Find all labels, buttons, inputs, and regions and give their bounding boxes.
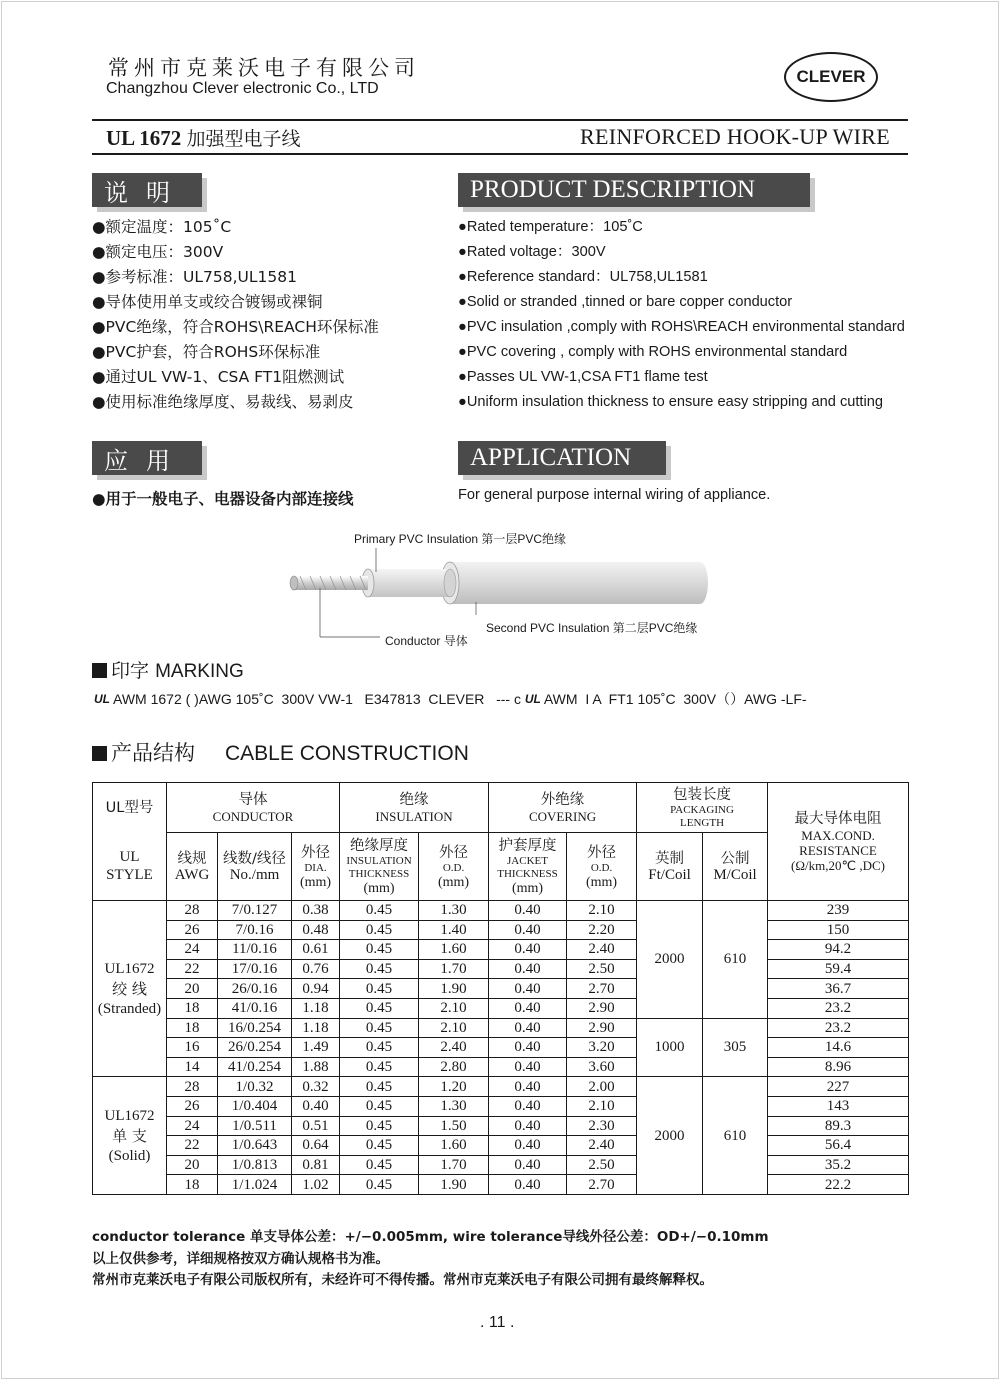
cell-strands: 41/0.254	[218, 1057, 292, 1077]
cell-resistance: 150	[768, 920, 909, 940]
table-row	[93, 1077, 909, 1097]
desc-en-item: ●Solid or stranded ,tinned or bare copper conductor	[458, 294, 793, 310]
cell-covering-od: 2.90	[567, 1018, 637, 1038]
group-label-line: (Stranded)	[97, 1000, 162, 1017]
company-name-cn: 常州市克莱沃电子有限公司	[108, 56, 420, 80]
group-label-line: 绞 线	[112, 979, 147, 998]
product-title-en: REINFORCED HOOK-UP WIRE	[579, 124, 890, 149]
desc-en-item: ●Uniform insulation thickness to ensure easy stripping and cutting	[458, 394, 883, 410]
cell-jacket-thickness: 0.40	[489, 1018, 567, 1038]
desc-cn-item: ●PVC绝缘，符合ROHS\REACH环保标准	[92, 318, 379, 336]
cell-insulation-thickness: 0.45	[340, 979, 419, 999]
cell-resistance: 36.7	[768, 979, 909, 999]
cell-insulation-od: 1.60	[419, 1136, 489, 1156]
cell-awg: 26	[167, 920, 218, 940]
group-solid-label	[93, 1077, 167, 1195]
clever-logo	[784, 52, 878, 102]
cell-covering-od: 2.50	[567, 1155, 637, 1175]
cell-covering-od: 2.00	[567, 1077, 637, 1097]
cell-insulation-od: 1.70	[419, 959, 489, 979]
desc-en-item: ●PVC insulation ,comply with ROHS\REACH environmental standard	[458, 319, 905, 335]
table-row	[93, 998, 909, 1018]
cell-insulation-od: 1.90	[419, 979, 489, 999]
header-covering-od: 外径 O.D. (mm)	[567, 833, 637, 901]
desc-en-item: ●PVC covering , comply with ROHS environmental standard	[458, 344, 848, 360]
cell-strands: 7/0.127	[218, 901, 292, 921]
cell-strands: 1/0.32	[218, 1077, 292, 1097]
table-row	[93, 1038, 909, 1058]
desc-en-item: ●Reference standard：UL758,UL1581	[458, 269, 708, 285]
cell-jacket-thickness: 0.40	[489, 901, 567, 921]
table-row	[93, 1175, 909, 1195]
page-number: . 11 .	[480, 1314, 515, 1331]
cable-construction-table	[92, 782, 909, 1195]
cell-resistance: 94.2	[768, 940, 909, 960]
cell-insulation-od: 1.60	[419, 940, 489, 960]
cell-covering-od: 2.40	[567, 940, 637, 960]
cell-jacket-thickness: 0.40	[489, 1077, 567, 1097]
cell-strands: 26/0.16	[218, 979, 292, 999]
header-insulation-thickness: 绝缘厚度 INSULATION THICKNESS (mm)	[340, 833, 419, 901]
cell-insulation-thickness: 0.45	[340, 920, 419, 940]
desc-cn-item: ●额定电压：300V	[92, 243, 224, 261]
cell-insulation-thickness: 0.45	[340, 901, 419, 921]
cell-dia: 1.88	[292, 1057, 340, 1077]
marking-header-cn: 印字	[111, 660, 150, 682]
cell-dia: 0.61	[292, 940, 340, 960]
cell-insulation-thickness: 0.45	[340, 1136, 419, 1156]
cell-m-coil: 305	[703, 1018, 768, 1077]
application-header-en-text: APPLICATION	[470, 444, 632, 471]
marking-header	[92, 656, 244, 683]
header-covering: 外绝缘 COVERING	[489, 783, 637, 833]
desc-cn-item: ●导体使用单支或绞合镀锡或裸铜	[92, 293, 323, 311]
footer-copyright: 常州市克莱沃电子有限公司版权所有，未经许可不得传播。常州市克莱沃电子有限公司拥有最终解释权。	[92, 1272, 713, 1288]
cell-resistance: 23.2	[768, 1018, 909, 1038]
cell-covering-od: 2.50	[567, 959, 637, 979]
table-row	[93, 920, 909, 940]
cell-dia: 1.18	[292, 1018, 340, 1038]
cell-jacket-thickness: 0.40	[489, 1136, 567, 1156]
cell-strands: 26/0.254	[218, 1038, 292, 1058]
inner-insulation-shape	[368, 569, 450, 597]
desc-cn-item: ●额定温度：105˚C	[92, 218, 232, 236]
table-row	[93, 1136, 909, 1156]
cell-insulation-thickness: 0.45	[340, 998, 419, 1018]
cell-awg: 18	[167, 1175, 218, 1195]
title-rule-bottom	[92, 153, 908, 155]
table-row	[93, 1116, 909, 1136]
description-header-en-text: PRODUCT DESCRIPTION	[470, 176, 755, 203]
header-packaging: 包装长度 PACKAGING LENGTH	[637, 783, 768, 833]
ul-mark-icon: UL	[94, 692, 110, 706]
cell-resistance: 8.96	[768, 1057, 909, 1077]
header-ft-coil: 英制 Ft/Coil	[637, 833, 703, 901]
cell-awg: 22	[167, 1136, 218, 1156]
description-list-en	[458, 215, 905, 415]
cell-awg: 14	[167, 1057, 218, 1077]
outer-jacket-shape	[450, 562, 708, 604]
cell-resistance: 59.4	[768, 959, 909, 979]
cell-ft-coil: 2000	[637, 1077, 703, 1195]
cell-awg: 18	[167, 998, 218, 1018]
cell-resistance: 143	[768, 1096, 909, 1116]
cell-insulation-od: 1.40	[419, 920, 489, 940]
cell-insulation-od: 1.30	[419, 901, 489, 921]
cell-awg: 24	[167, 940, 218, 960]
footer-tolerance: conductor tolerance 单支导体公差：+/−0.005mm, wire tolerance导线外径公差：OD+/−0.10mm	[92, 1229, 769, 1245]
cell-insulation-thickness: 0.45	[340, 1077, 419, 1097]
label-second-insulation: Second PVC Insulation 第二层PVC绝缘	[486, 621, 698, 635]
cell-insulation-thickness: 0.45	[340, 1096, 419, 1116]
header-awg: 线规 AWG	[167, 833, 218, 901]
cell-insulation-thickness: 0.45	[340, 1155, 419, 1175]
group-label-line: UL1672	[104, 1107, 155, 1124]
table-row	[93, 959, 909, 979]
marking-part1: AWM 1672 ( )AWG 105˚C 300V VW-1 E347813 CLEVER --- c	[113, 691, 525, 707]
desc-cn-item: ●参考标准：UL758,UL1581	[92, 268, 297, 286]
cell-covering-od: 2.90	[567, 998, 637, 1018]
cell-jacket-thickness: 0.40	[489, 1175, 567, 1195]
cell-insulation-od: 2.10	[419, 998, 489, 1018]
cell-dia: 0.76	[292, 959, 340, 979]
cell-jacket-thickness: 0.40	[489, 1057, 567, 1077]
header-m-coil: 公制 M/Coil	[703, 833, 768, 901]
cell-resistance: 35.2	[768, 1155, 909, 1175]
header-ul-style: UL STYLE	[93, 833, 167, 901]
cell-awg: 20	[167, 1155, 218, 1175]
footer-reference-note: 以上仅供参考，详细规格按双方确认规格书为准。	[92, 1251, 389, 1267]
cell-m-coil: 610	[703, 901, 768, 1019]
label-primary-insulation: Primary PVC Insulation 第一层PVC绝缘	[354, 532, 567, 546]
cell-jacket-thickness: 0.40	[489, 920, 567, 940]
cell-strands: 1/0.404	[218, 1096, 292, 1116]
cell-covering-od: 2.40	[567, 1136, 637, 1156]
cell-resistance: 227	[768, 1077, 909, 1097]
cell-awg: 24	[167, 1116, 218, 1136]
cell-awg: 18	[167, 1018, 218, 1038]
group-label-line: UL1672	[104, 960, 155, 977]
description-header-en	[458, 173, 810, 207]
ul-mark-icon: UL	[524, 692, 541, 706]
marking-text	[94, 689, 807, 709]
cell-resistance: 89.3	[768, 1116, 909, 1136]
cell-dia: 0.32	[292, 1077, 340, 1097]
cell-jacket-thickness: 0.40	[489, 940, 567, 960]
cell-strands: 7/0.16	[218, 920, 292, 940]
header-ul-type: UL型号	[93, 783, 167, 833]
cell-dia: 0.51	[292, 1116, 340, 1136]
cell-dia: 1.02	[292, 1175, 340, 1195]
header-resistance: 最大导体电阻 MAX.COND. RESISTANCE (Ω/km,20℃ ,DC)	[768, 783, 909, 901]
marking-part2: AWM I A FT1 105˚C 300V（）AWG -LF-	[543, 691, 807, 707]
cell-jacket-thickness: 0.40	[489, 1155, 567, 1175]
description-header-cn	[92, 173, 202, 207]
header-conductor: 导体 CONDUCTOR	[167, 783, 340, 833]
cell-strands: 41/0.16	[218, 998, 292, 1018]
cell-strands: 1/0.511	[218, 1116, 292, 1136]
group-stranded-label	[93, 901, 167, 1077]
cell-resistance: 239	[768, 901, 909, 921]
table-header-row-1	[93, 783, 909, 833]
application-text-en: For general purpose internal wiring of appliance.	[458, 487, 771, 503]
desc-en-item: ●Passes UL VW-1,CSA FT1 flame test	[458, 369, 708, 385]
table-row	[93, 979, 909, 999]
cell-dia: 0.40	[292, 1096, 340, 1116]
cell-dia: 1.18	[292, 998, 340, 1018]
cell-dia: 0.81	[292, 1155, 340, 1175]
application-text-cn: ●用于一般电子、电器设备内部连接线	[92, 490, 354, 508]
header-insulation: 绝缘 INSULATION	[340, 783, 489, 833]
table-row	[93, 1057, 909, 1077]
application-header-cn-text: 应用	[104, 446, 188, 475]
table-row	[93, 901, 909, 921]
cell-insulation-thickness: 0.45	[340, 1116, 419, 1136]
logo-text: CLEVER	[796, 67, 866, 86]
cell-awg: 28	[167, 901, 218, 921]
desc-cn-item: ●使用标准绝缘厚度、易裁线、易剥皮	[92, 393, 354, 411]
header-dia: 外径 DIA. (mm)	[292, 833, 340, 901]
cell-dia: 0.94	[292, 979, 340, 999]
cell-awg: 16	[167, 1038, 218, 1058]
table-row	[93, 1096, 909, 1116]
cell-strands: 11/0.16	[218, 940, 292, 960]
cell-m-coil: 610	[703, 1077, 768, 1195]
cell-insulation-thickness: 0.45	[340, 1057, 419, 1077]
cell-insulation-od: 1.70	[419, 1155, 489, 1175]
cell-insulation-od: 2.10	[419, 1018, 489, 1038]
table-body	[93, 901, 909, 1195]
cell-awg: 20	[167, 979, 218, 999]
header-insulation-od: 外径 O.D. (mm)	[419, 833, 489, 901]
cell-dia: 0.38	[292, 901, 340, 921]
group-label-line: (Solid)	[108, 1147, 151, 1164]
cell-strands: 1/1.024	[218, 1175, 292, 1195]
cell-strands: 1/0.643	[218, 1136, 292, 1156]
company-name-en: Changzhou Clever electronic Co., LTD	[106, 80, 379, 97]
cell-jacket-thickness: 0.40	[489, 959, 567, 979]
desc-en-item: ●Rated temperature：105˚C	[458, 219, 643, 235]
cell-ft-coil: 1000	[637, 1018, 703, 1077]
cell-dia: 0.48	[292, 920, 340, 940]
cell-awg: 26	[167, 1096, 218, 1116]
cell-insulation-od: 1.50	[419, 1116, 489, 1136]
cell-insulation-od: 1.20	[419, 1077, 489, 1097]
cell-covering-od: 3.20	[567, 1038, 637, 1058]
cell-strands: 17/0.16	[218, 959, 292, 979]
cell-covering-od: 3.60	[567, 1057, 637, 1077]
cell-awg: 28	[167, 1077, 218, 1097]
construction-header-en: CABLE CONSTRUCTION	[225, 742, 469, 765]
construction-header-cn: 产品结构	[111, 741, 195, 765]
cell-insulation-od: 2.80	[419, 1057, 489, 1077]
cell-resistance: 23.2	[768, 998, 909, 1018]
cell-jacket-thickness: 0.40	[489, 1038, 567, 1058]
cell-resistance: 22.2	[768, 1175, 909, 1195]
application-header-en	[458, 441, 666, 475]
product-name-cn: 加强型电子线	[186, 128, 301, 150]
cell-insulation-thickness: 0.45	[340, 1038, 419, 1058]
marking-header-en: MARKING	[155, 661, 244, 682]
cell-ft-coil: 2000	[637, 901, 703, 1019]
cell-covering-od: 2.10	[567, 901, 637, 921]
cell-strands: 16/0.254	[218, 1018, 292, 1038]
cell-insulation-thickness: 0.45	[340, 1018, 419, 1038]
cell-covering-od: 2.20	[567, 920, 637, 940]
desc-cn-item: ●PVC护套，符合ROHS环保标准	[92, 343, 321, 361]
desc-en-item: ●Rated voltage：300V	[458, 244, 606, 260]
model-number: UL 1672	[106, 126, 182, 150]
cell-resistance: 14.6	[768, 1038, 909, 1058]
cell-dia: 0.64	[292, 1136, 340, 1156]
cell-jacket-thickness: 0.40	[489, 1096, 567, 1116]
label-conductor: Conductor 导体	[385, 634, 468, 648]
cell-jacket-thickness: 0.40	[489, 1116, 567, 1136]
description-list-cn	[92, 215, 379, 415]
cell-insulation-thickness: 0.45	[340, 1175, 419, 1195]
product-title-cn	[106, 124, 301, 151]
square-bullet-icon	[92, 663, 107, 678]
cell-strands: 1/0.813	[218, 1155, 292, 1175]
group-label-line: 单 支	[112, 1126, 147, 1145]
cell-insulation-thickness: 0.45	[340, 940, 419, 960]
cell-resistance: 56.4	[768, 1136, 909, 1156]
table-row	[93, 940, 909, 960]
table-row	[93, 1018, 909, 1038]
cell-jacket-thickness: 0.40	[489, 979, 567, 999]
header-strands: 线数/线径 No./mm	[218, 833, 292, 901]
cell-covering-od: 2.10	[567, 1096, 637, 1116]
cell-covering-od: 2.30	[567, 1116, 637, 1136]
square-bullet-icon	[92, 746, 107, 761]
cell-covering-od: 2.70	[567, 979, 637, 999]
cell-awg: 22	[167, 959, 218, 979]
cell-covering-od: 2.70	[567, 1175, 637, 1195]
title-rule-top	[92, 119, 908, 121]
description-header-cn-text: 说明	[104, 178, 188, 207]
construction-header	[92, 737, 469, 767]
cell-insulation-od: 2.40	[419, 1038, 489, 1058]
header-jacket-thickness: 护套厚度 JACKET THICKNESS (mm)	[489, 833, 567, 901]
table-row	[93, 1155, 909, 1175]
application-header-cn	[92, 441, 202, 475]
desc-cn-item: ●通过UL VW-1、CSA FT1阻燃测试	[92, 368, 345, 386]
cell-insulation-thickness: 0.45	[340, 959, 419, 979]
cell-insulation-od: 1.90	[419, 1175, 489, 1195]
cell-insulation-od: 1.30	[419, 1096, 489, 1116]
cell-dia: 1.49	[292, 1038, 340, 1058]
cell-jacket-thickness: 0.40	[489, 998, 567, 1018]
